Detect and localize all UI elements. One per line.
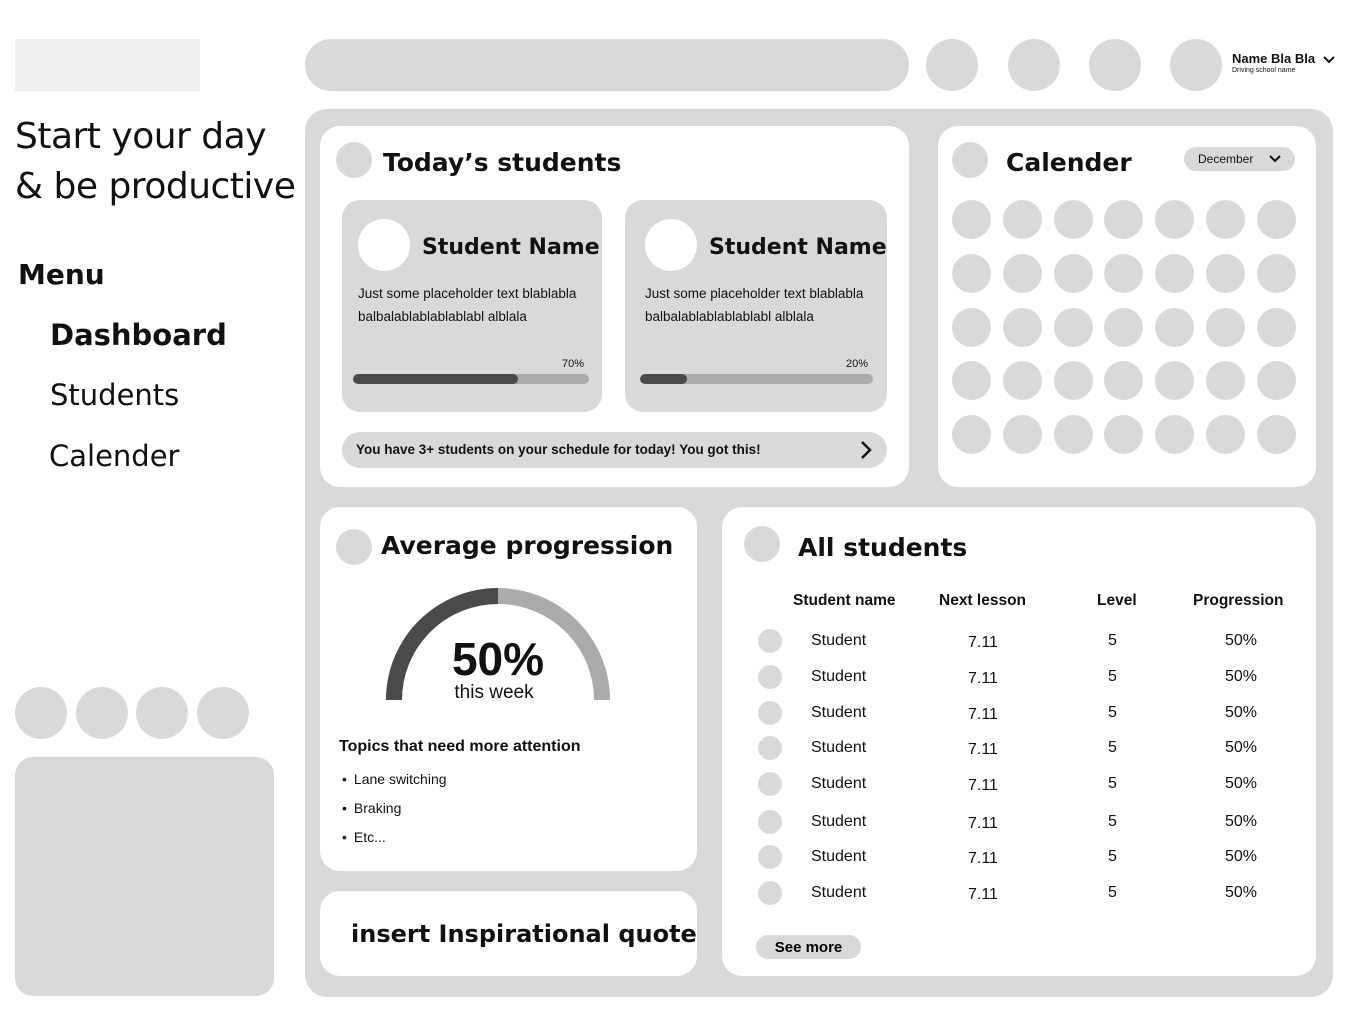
all-students-title: All students bbox=[798, 533, 968, 562]
progress-bar-fill bbox=[640, 374, 687, 384]
cell-level: 5 bbox=[1108, 813, 1117, 830]
cell-next-lesson: 7.11 bbox=[968, 634, 998, 651]
calendar-day[interactable] bbox=[1206, 254, 1245, 293]
cell-progression: 50% bbox=[1225, 704, 1258, 721]
student-row-avatar[interactable] bbox=[758, 810, 782, 834]
calendar-day[interactable] bbox=[1206, 415, 1245, 454]
schedule-banner[interactable] bbox=[342, 432, 887, 468]
column-header-student-name: Student name bbox=[793, 592, 896, 609]
progress-bar bbox=[353, 374, 589, 384]
calendar-day[interactable] bbox=[1257, 415, 1296, 454]
cell-progression: 50% bbox=[1225, 775, 1258, 792]
todays-students-title: Today’s students bbox=[383, 148, 622, 177]
cell-student-name: Student bbox=[811, 668, 867, 685]
progress-bar-fill bbox=[353, 374, 518, 384]
calendar-day[interactable] bbox=[1003, 361, 1042, 400]
student-name: Student Name bbox=[709, 235, 887, 260]
calendar-day[interactable] bbox=[1155, 200, 1194, 239]
student-name: Student Name bbox=[422, 235, 600, 260]
calendar-day[interactable] bbox=[1257, 361, 1296, 400]
cell-progression: 50% bbox=[1225, 813, 1258, 830]
topic-item: • Etc... bbox=[342, 829, 386, 845]
user-subtitle: Driving school name bbox=[1232, 67, 1296, 74]
gauge-value: 50% bbox=[451, 633, 545, 685]
tagline bbox=[15, 112, 295, 212]
cell-next-lesson: 7.11 bbox=[968, 850, 998, 867]
sidebar-item-students[interactable]: Students bbox=[50, 378, 180, 412]
month-select-value: December bbox=[1198, 152, 1254, 166]
topic-item: • Braking bbox=[342, 800, 401, 816]
avatar bbox=[645, 219, 697, 271]
sidebar-widget-placeholder bbox=[15, 757, 274, 996]
student-row-avatar[interactable] bbox=[758, 881, 782, 905]
shortcut-icon-3[interactable] bbox=[136, 687, 188, 739]
calendar-day[interactable] bbox=[1155, 308, 1194, 347]
column-header-progression: Progression bbox=[1193, 592, 1284, 609]
topics-title: Topics that need more attention bbox=[339, 738, 581, 755]
cell-level: 5 bbox=[1108, 704, 1117, 721]
shortcut-icon-2[interactable] bbox=[76, 687, 128, 739]
cell-level: 5 bbox=[1108, 848, 1117, 865]
calendar-day[interactable] bbox=[1206, 200, 1245, 239]
chevron-right-icon[interactable] bbox=[859, 440, 873, 460]
calendar-day[interactable] bbox=[1003, 200, 1042, 239]
user-name: Name Bla Bla bbox=[1232, 51, 1316, 66]
column-header-next-lesson: Next lesson bbox=[939, 592, 1027, 609]
cell-student-name: Student bbox=[811, 884, 867, 901]
tagline-line-1: Start your day bbox=[15, 116, 266, 157]
cell-student-name: Student bbox=[811, 775, 867, 792]
student-description: Just some placeholder text blablablabalbalablablablablabl alblala bbox=[645, 286, 864, 324]
progress-label: 70% bbox=[562, 358, 585, 370]
cell-student-name: Student bbox=[811, 813, 867, 830]
calendar-title: Calender bbox=[1006, 148, 1132, 177]
header-icon-1[interactable] bbox=[926, 39, 978, 91]
student-row-avatar[interactable] bbox=[758, 845, 782, 869]
student-row-avatar[interactable] bbox=[758, 772, 782, 796]
cell-student-name: Student bbox=[811, 848, 867, 865]
calendar-day[interactable] bbox=[1257, 308, 1296, 347]
calendar-day[interactable] bbox=[1003, 254, 1042, 293]
cell-level: 5 bbox=[1108, 739, 1117, 756]
cell-level: 5 bbox=[1108, 668, 1117, 685]
cell-student-name: Student bbox=[811, 739, 867, 756]
schedule-banner-text: You have 3+ students on your schedule for today! You got this! bbox=[356, 442, 761, 457]
calendar-day[interactable] bbox=[952, 415, 991, 454]
topic-item: • Lane switching bbox=[342, 771, 447, 787]
cell-level: 5 bbox=[1108, 884, 1117, 901]
student-card-1[interactable] bbox=[342, 200, 602, 412]
student-card-2[interactable] bbox=[625, 200, 887, 412]
menu-title: Menu bbox=[18, 258, 105, 291]
calendar-day[interactable] bbox=[1155, 254, 1194, 293]
students-card-icon bbox=[336, 142, 372, 178]
calendar-day[interactable] bbox=[1054, 361, 1093, 400]
sidebar-item-dashboard[interactable]: Dashboard bbox=[50, 318, 227, 352]
progress-bar bbox=[640, 374, 873, 384]
see-more-button[interactable]: See more bbox=[756, 935, 861, 959]
chevron-down-icon[interactable] bbox=[1322, 55, 1336, 65]
calendar-day[interactable] bbox=[1206, 308, 1245, 347]
cell-level: 5 bbox=[1108, 632, 1117, 649]
cell-next-lesson: 7.11 bbox=[968, 815, 998, 832]
calendar-day[interactable] bbox=[952, 308, 991, 347]
calendar-day[interactable] bbox=[1003, 308, 1042, 347]
shortcut-icon-4[interactable] bbox=[197, 687, 249, 739]
sidebar-item-calender[interactable]: Calender bbox=[49, 439, 180, 473]
calendar-card-icon bbox=[952, 142, 988, 178]
calendar-day[interactable] bbox=[1054, 254, 1093, 293]
cell-next-lesson: 7.11 bbox=[968, 670, 998, 687]
average-progression-title: Average progression bbox=[381, 531, 674, 560]
cell-progression: 50% bbox=[1225, 632, 1258, 649]
cell-student-name: Student bbox=[811, 704, 867, 721]
calendar-day[interactable] bbox=[1003, 415, 1042, 454]
logo-placeholder bbox=[15, 39, 200, 91]
chevron-down-icon bbox=[1269, 155, 1281, 163]
cell-progression: 50% bbox=[1225, 668, 1258, 685]
cell-next-lesson: 7.11 bbox=[968, 706, 998, 723]
student-row-avatar[interactable] bbox=[758, 701, 782, 725]
avatar[interactable] bbox=[1170, 39, 1222, 91]
column-header-level: Level bbox=[1097, 592, 1137, 609]
calendar-day[interactable] bbox=[952, 254, 991, 293]
cell-next-lesson: 7.11 bbox=[968, 886, 998, 903]
cell-progression: 50% bbox=[1225, 884, 1258, 901]
calendar-day[interactable] bbox=[1054, 200, 1093, 239]
calendar-day[interactable] bbox=[952, 200, 991, 239]
cell-progression: 50% bbox=[1225, 848, 1258, 865]
student-description: Just some placeholder text blablablabalbalablablablablabl alblala bbox=[358, 286, 577, 324]
header-icon-3[interactable] bbox=[1089, 39, 1141, 91]
cell-student-name: Student bbox=[811, 632, 867, 649]
calendar-day[interactable] bbox=[1054, 415, 1093, 454]
gauge-sublabel: this week bbox=[454, 682, 534, 703]
tagline-line-2: & be productive bbox=[15, 166, 296, 207]
cell-progression: 50% bbox=[1225, 739, 1258, 756]
calendar-day[interactable] bbox=[1257, 200, 1296, 239]
student-row-avatar[interactable] bbox=[758, 736, 782, 760]
student-row-avatar[interactable] bbox=[758, 665, 782, 689]
calendar-day[interactable] bbox=[1054, 308, 1093, 347]
shortcut-icon-1[interactable] bbox=[15, 687, 67, 739]
month-select[interactable] bbox=[1184, 147, 1295, 171]
calendar-day[interactable] bbox=[1104, 254, 1143, 293]
avatar bbox=[358, 219, 410, 271]
search-input[interactable] bbox=[305, 39, 909, 91]
student-row-avatar[interactable] bbox=[758, 629, 782, 653]
cell-next-lesson: 7.11 bbox=[968, 741, 998, 758]
inspirational-quote: insert Inspirational quote bbox=[351, 920, 697, 948]
all-students-card-icon bbox=[744, 526, 780, 562]
cell-level: 5 bbox=[1108, 775, 1117, 792]
progression-card-icon bbox=[336, 529, 372, 565]
progress-label: 20% bbox=[846, 358, 869, 370]
calendar-day[interactable] bbox=[1104, 308, 1143, 347]
header-icon-2[interactable] bbox=[1008, 39, 1060, 91]
cell-next-lesson: 7.11 bbox=[968, 777, 998, 794]
calendar-day[interactable] bbox=[1257, 254, 1296, 293]
